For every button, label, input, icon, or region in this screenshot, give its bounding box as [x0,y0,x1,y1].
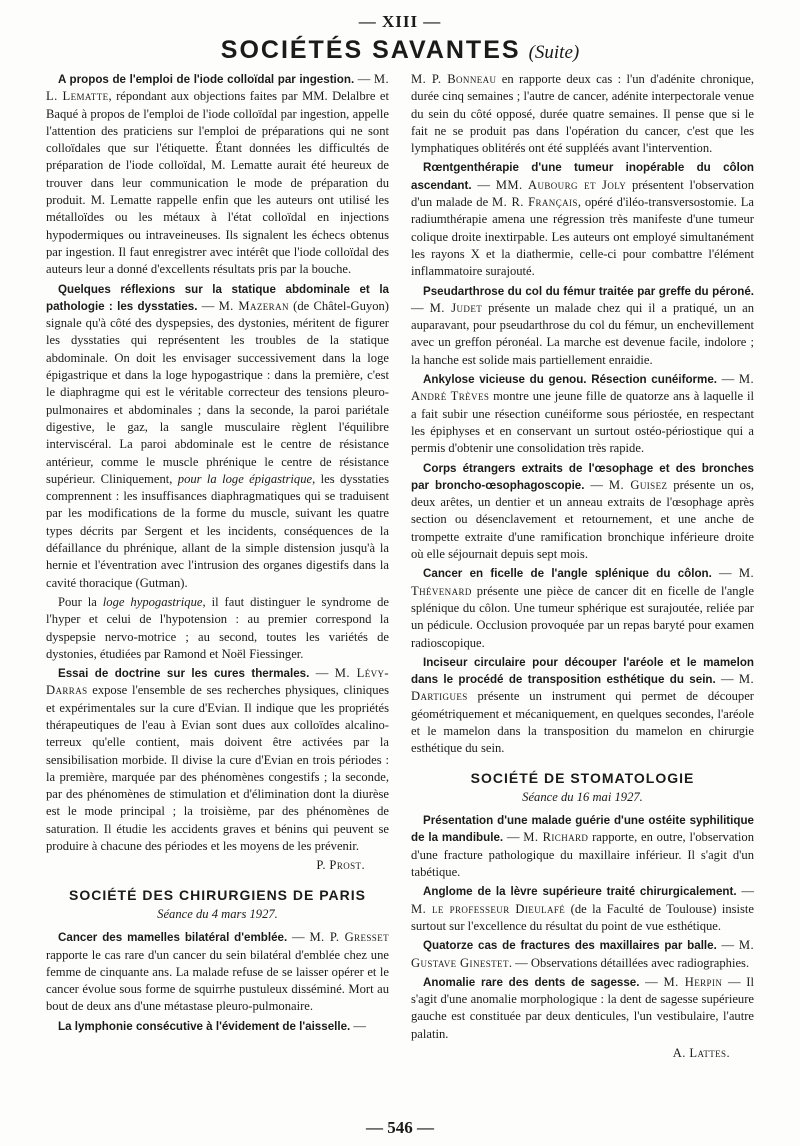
article-heading: Essai de doctrine sur les cures thermales. [58,667,310,681]
article-heading: Quelques réflexions sur la statique abdominale et la pathologie : les dysstaties. [46,282,389,313]
article-text: en rapporte deux cas : l'un d'adénite chronique, durée cinq semaines ; l'autre de cancer, adénite interpectorale venue du sein du côté opposé, durée quatre semaines. Il pense que si le fait ne se produit pas dans l'opération du cancer, c'est que les lymphatiques oblitérés ont été suppléés avant l'intervention. [411,72,754,156]
article-text: , les dysstaties comprennent : les insuffisances diaphragmatiques qui se traduisent par les modifications de la forme du muscle, suivant les quatre types décrits par Sergent et les incidents, conséquences de la défaillance du phrénique, allant de la simple distension jusqu'à la hernie et l'éventration avec l'intrusion des organes digestifs dans la cavité thoracique (Gutman). [46,471,389,590]
article-text: présente un os, deux arêtes, un dentier et un anneau extraits de l'œsophage après section ou désenclavement et retournement, et une anche de trompette extraite d'une ramification bronchique inférieure droite où elle séjournait depuis sept mois. [411,477,755,562]
paragraph-osteite: Présentation d'une malade guérie d'une ostéite syphilitique de la mandibule. — M. Richard rapporte, en outre, l'observation d'une fracture pathologique du maxillaire inférieur. Il s'agit d'un tabétique. [411,814,755,880]
article-heading: Ankylose vicieuse du genou. Résection cunéiforme. [423,373,718,387]
paragraph-pseudarthrose: Pseudarthrose du col du fémur traitée par greffe du péroné. — M. Judet présente un malade chez qui il a pratiqué, un an auparavant, pour pseudarthrose du col du fémur, un enchevillement avec un greffon péronéal. La marche est devenue facile, indolore ; la hanche est solide mais partiellement enraidie. [411,284,754,367]
author-name: M. R. Français [492,195,578,210]
article-heading: Pseudarthrose du col du fémur traitée par greffe du péroné. [423,284,754,298]
paragraph-roentgentherapie: Rœntgenthérapie d'une tumeur inopérable du côlon ascendant. — MM. Aubourg et Joly présentent l'observation d'un malade de M. R. Français, opéré d'iléo-transversostomie. La radiumthérapie amena une régression très manifeste d'une tumeur colique droite inextirpable. Les auteurs ont employé simultanément les rayons X et la diathermie, celle-ci pour combattre l'élément inflammatoire surajouté. [411,161,755,279]
paragraph-cancer-mamelles: Cancer des mamelles bilatéral d'emblée. — M. P. Gresset rapporte le cas rare d'un cancer du sein bilatéral d'emblée chez une femme de cinquante ans. La malade refuse de se laisser opérer et le cancer évolue sous forme de squirrhe pustuleux disséminé. Mort au bout de deux ans d'une métastase pleuro-pulmonaire. [46,930,390,1014]
article-heading: A propos de l'emploi de l'iode colloïdal par ingestion. [58,73,355,86]
article-heading: Quatorze cas de fractures des maxillaires par balle. [423,939,717,953]
article-heading: La lymphonie consécutive à l'évidement de l'aisselle. [58,1019,351,1033]
article-heading: Anomalie rare des dents de sagesse. [423,975,640,989]
article-heading: Cancer en ficelle de l'angle splénique du côlon. [423,567,712,581]
article-heading: Présentation d'une malade guérie d'une ostéite syphilitique de la mandibule. [411,814,754,845]
paragraph-fractures: Quatorze cas de fractures des maxillaires par balle. — M. Gustave Ginestet. — Observations détaillées avec radiographies. [411,938,754,970]
article-text: Il s'agit d'une anomalie morphologique : la dent de sagesse supérieure gauche est constituée par deux denticules, l'un vestibulaire, l'autre palatin. [411,974,754,1041]
author-name: M. Herpin [663,974,723,989]
signature: P. Prost. [316,858,365,873]
paragraph-dysstaties: Quelques réflexions sur la statique abdominale et la pathologie : les dysstaties. — M. Mazeran (de Châtel-Guyon) signale qu'à côté des dyspepsies, des dystonies, méritent de figurer les dysstaties qui représentent les troubles de la statique abdominale. On doit les envisager successivement dans la loge épigastrique et dans la loge hypogastrique : dans la première, c'est le diaphragme qui est le véritable correcteur des tensions pleuro-pulmonaires et abdominales ; dans la seconde, la paroi pariétale digestive, le gaz, la sangle musculaire règlent l'équilibre interviscéral. La paroi abdominale est le centre de résistance antérieur, comme le muscle phrénique le centre de résistance supérieur. Cliniquement, pour la loge épigastrique, les dysstaties comprennent : les insuffisances diaphragmatiques qui se traduisent par les modifications de la forme du muscle, suivant les quatre types décrits par Sergent et les incidents, conséquences de la défaillance du phrénique, allant de la simple distension jusqu'à la hernie et l'éventration avec l'intrusion des organes digestifs dans la cavité thoracique (Gutman). [46,282,389,590]
article-text: présente un malade chez qui il a pratiqué, un an auparavant, pour pseudarthrose du col du fémur, un enchevillement avec un greffon péronéal. La marche est devenue facile, indolore ; la hanche est solide mais partiellement enraidie. [411,300,754,367]
author-name: M. le professeur Dieulafé [411,901,566,916]
article-text: rapporte, en outre, l'observation d'une fracture pathologique du maxillaire inférieur. Il s'agit d'un tabétique. [411,830,755,880]
article-columns [46,71,754,1062]
society-heading: SOCIÉTÉ DES CHIRURGIENS DE PARIS [68,886,366,903]
paragraph-ankylose: Ankylose vicieuse du genou. Résection cunéiforme. — M. André Trèves montre une jeune fille de quatorze ans à laquelle il a fait subir une résection cunéiforme sous périostée, en respectant les épiphyses et en conservant un surtout ostéo-périostique qui a permis d'obtenir une consolidation très rapide. [411,372,755,456]
author-name: M. L. Lematte [46,72,390,104]
masthead [46,36,754,65]
author-name: M. Judet [429,300,483,315]
article-heading: Anglome de la lèvre supérieure traité chirurgicalement. [423,885,737,899]
author-name: M. Gustave Ginestet [411,938,754,970]
page-number-top: — XIII — [358,12,442,31]
author-name: M. Thévenard [411,566,754,598]
author-name: M. André Trèves [411,372,755,404]
author-name: M. Richard [523,830,589,845]
masthead-suffix: (Suite) [528,42,580,63]
masthead-title: SOCIÉTÉS SAVANTES [220,36,521,64]
article-emphasis: loge hypogastrique [102,594,203,609]
paragraph-anomalie: Anomalie rare des dents de sagesse. — M. Herpin — Il s'agit d'une anomalie morphologique : la dent de sagesse supérieure gauche est constituée par deux denticules, l'un vestibulaire, l'autre palatin. [411,974,754,1041]
right-column [411,71,754,1062]
article-heading: Corps étrangers extraits de l'œsophage et des bronches par broncho-œsophagoscopie. [411,461,754,492]
society-heading: SOCIÉTÉ DE STOMATOLOGIE [470,769,695,786]
paragraph-inciseur: Inciseur circulaire pour découper l'aréole et le mamelon dans le procédé de transposition esthétique du sein. — M. Dartigues présente un instrument qui permet de découper géométriquement et mécaniquement, en quelques secondes, l'aréole et le mamelon dans la transposition du mamelon en chirurgie esthétique du sein. [411,655,754,756]
article-emphasis: pour la loge épigastrique [177,471,313,486]
paragraph-lymphonie [411,71,754,157]
article-text: . — Observations détaillées avec radiographies. [508,955,750,970]
author-name: M. P. Bonneau [411,72,497,86]
paragraph-anglome: Anglome de la lèvre supérieure traité chirurgicalement. — M. le professeur Dieulafé (de la Faculté de Toulouse) insiste surtout sur l'excellence du résultat du point de vue esthétique. [411,884,754,933]
page-number-bottom: — 546 — [366,1118,434,1137]
author-name: M. Guisez [608,477,668,492]
article-text: , opéré d'iléo-transversostomie. La radiumthérapie amena une régression très manifeste d'une tumeur colique droite inextirpable. Les auteurs ont employé simultanément les rayons X et la diathermie, celle-ci pour combattre l'élément inflammatoire surajouté. [411,195,754,279]
article-text: , répondant aux objections faites par MM. Delalbre et Baqué à propos de l'emploi de l'iode colloïdal par ingestion, appelle l'attention des praticiens sur l'emploi de préparations qui ne sont colloïdales que sur l'étiquette. Étant données les difficultés de préparation de l'iode colloïdal, M. Lematte aurait été heureux de trouver dans leur communication le mode de préparation du produit. M. Lematte rappelle enfin que les auteurs ont utilisé les métalloïdes ou les métaux à l'état colloïdal en injections hypodermiques ou intraveineuses. Ils signalent les échecs obtenus par ingestion. Il faut enregistrer avec intérêt que l'iode colloïdal des auteurs leur a donné d'excellents résultats pris par la bouche. [46,89,389,277]
article-text: (de Châtel-Guyon) signale qu'à côté des dyspepsies, des dystonies, méritent de figurer les dysstaties qui représentent les troubles de la statique abdominale. On doit les envisager successivement dans la loge épigastrique et dans la loge hypogastrique : dans la première, c'est le diaphragme qui est le véritable correcteur des tensions pleuro-pulmonaires et abdominales ; dans la seconde, la paroi pariétale digestive, le gaz, la sangle musculaire règlent l'équilibre interviscéral. La paroi abdominale est le centre de résistance antérieur, comme le muscle phrénique le centre de résistance supérieur. Cliniquement, [46,298,389,486]
author-name: M. P. Gresset [309,930,390,945]
session-date: Séance du 16 mai 1927. [522,789,643,804]
signature: A. Lattes. [672,1046,730,1061]
article-text: rapporte le cas rare d'un cancer du sein bilatéral d'emblée chez une femme de cinquante ans. La malade refuse de se laisser opérer et le cancer évolue sous forme de squirrhe pustuleux disséminé. Mort au bout de deux ans d'une métastase pleuro-pulmonaire. [46,947,389,1014]
article-text: présente un instrument qui permet de découper géométriquement et mécaniquement, en quelques secondes, l'aréole et le mamelon dans la transposition du mamelon en chirurgie esthétique du sein. [411,689,754,756]
article-text: (de la Faculté de Toulouse) insiste surtout sur l'excellence du résultat du point de vue esthétique. [411,901,754,933]
session-date: Séance du 4 mars 1927. [157,906,278,921]
paragraph-corps-etrangers: Corps étrangers extraits de l'œsophage et des bronches par broncho-œsophagoscopie. — M. Guisez présente un os, deux arêtes, un dentier et un anneau extraits de l'œsophage après section ou désenclavement et retournement, et une anche de trompette extraite d'une ramification bronchique inférieure droite où elle séjournait depuis sept mois. [411,461,755,562]
paragraph-hypogastrique [46,594,389,663]
article-text: présente une pièce de cancer dit en ficelle de l'angle splénique du côlon. Une tumeur sphérique est surajoutée, reliée par un pédicule. Occlusion provoquée par un repas baryté pour examen radioscopique. [411,583,754,650]
paragraph-iode-colloidal: A propos de l'emploi de l'iode colloïdal par ingestion. — M. L. Lematte, répondant aux objections faites par MM. Delalbre et Baqué à propos de l'emploi de l'iode colloïdal par ingestion, appelle l'attention des praticiens sur l'emploi de préparations qui ne sont colloïdales que sur l'étiquette. Étant données les difficultés de préparation de l'iode colloïdal, M. Lematte aurait été heureux de trouver dans leur communication le mode de préparation du produit. M. Lematte rappelle enfin que les auteurs ont utilisé les métalloïdes ou les métaux à l'état colloïdal en injections hypodermiques ou intraveineuses. Ils signalent les échecs obtenus par ingestion. Il faut enregistrer avec intérêt que l'iode colloïdal des auteurs leur a donné d'excellents résultats pris par la bouche. [46,72,390,277]
article-heading: Rœntgenthérapie d'une tumeur inopérable du côlon ascendant. [411,161,754,192]
article-text: présentent l'observation d'un malade de [411,177,755,210]
article-text: montre une jeune fille de quatorze ans à laquelle il a fait subir une résection cunéiforme sous périostée, en respectant les épiphyses et en conservant un surtout ostéo-périostique qui a permis d'obtenir une consolidation très rapide. [411,389,754,456]
article-text: expose l'ensemble de ses recherches physiques, cliniques et expérimentales sur la cure d'Evian. Il indique que les propriétés thérapeutiques de l'eau à Evian sont dues aux colloïdes alcalino-terreux qu'elle contient, mais doivent être activées par la sensibilisation morbide. Il divise la cure d'Evian en trois périodes : la première, marquée par des phénomènes congestifs ; la seconde, par des phénomènes de stimulation et d'élimination dont la diurèse est le mode principal ; la troisième, par des phénomènes de saturation. Il étudie les accidents graves et bénins qui peuvent se produire à chacune des périodes et les moyens de les prévenir. [46,683,389,854]
article-text: , il faut distinguer le syndrome de l'hyper et celui de l'hypotension : au premier correspond la dyspepsie nervo-motrice ; au second, toutes les variétés de dystonies, étudiées par Ramond et Noël Fiessinger. [46,594,389,661]
author-name: M. Dartigues [411,672,754,704]
author-name: MM. Aubourg et Joly [495,177,627,192]
article-heading: Inciseur circulaire pour découper l'aréole et le mamelon dans le procédé de transposition esthétique du sein. [411,655,754,687]
article-text: Pour la [58,594,103,609]
article-heading: Cancer des mamelles bilatéral d'emblée. [58,931,288,945]
paragraph-lymphonie-head: La lymphonie consécutive à l'évidement de l'aisselle. — [58,1018,366,1033]
author-name: M. Mazeran [218,298,289,313]
paragraph-cancer-ficelle: Cancer en ficelle de l'angle splénique du côlon. — M. Thévenard présente une pièce de cancer dit en ficelle de l'angle splénique du côlon. Une tumeur sphérique est surajoutée, reliée par un pédicule. Occlusion provoquée par un repas baryté pour examen radioscopique. [411,566,754,650]
paragraph-cures-thermales: Essai de doctrine sur les cures thermales. — M. Lévy-Darras expose l'ensemble de ses recherches physiques, cliniques et expérimentales sur la cure d'Evian. Il indique que les propriétés thérapeutiques de l'eau à Evian sont dues aux colloïdes alcalino-terreux qu'elle contient, mais doivent être activées par la sensibilisation morbide. Il divise la cure d'Evian en trois périodes : la première, marquée par des phénomènes congestifs ; la seconde, par des phénomènes de stimulation et d'élimination dont la diurèse est le mode principal ; la troisième, par des phénomènes de saturation. Il étudie les accidents graves et bénins qui peuvent se produire à chacune des périodes et les moyens de les prévenir. [46,666,390,854]
left-column [46,71,389,1037]
author-name: M. Lévy-Darras [46,666,390,698]
